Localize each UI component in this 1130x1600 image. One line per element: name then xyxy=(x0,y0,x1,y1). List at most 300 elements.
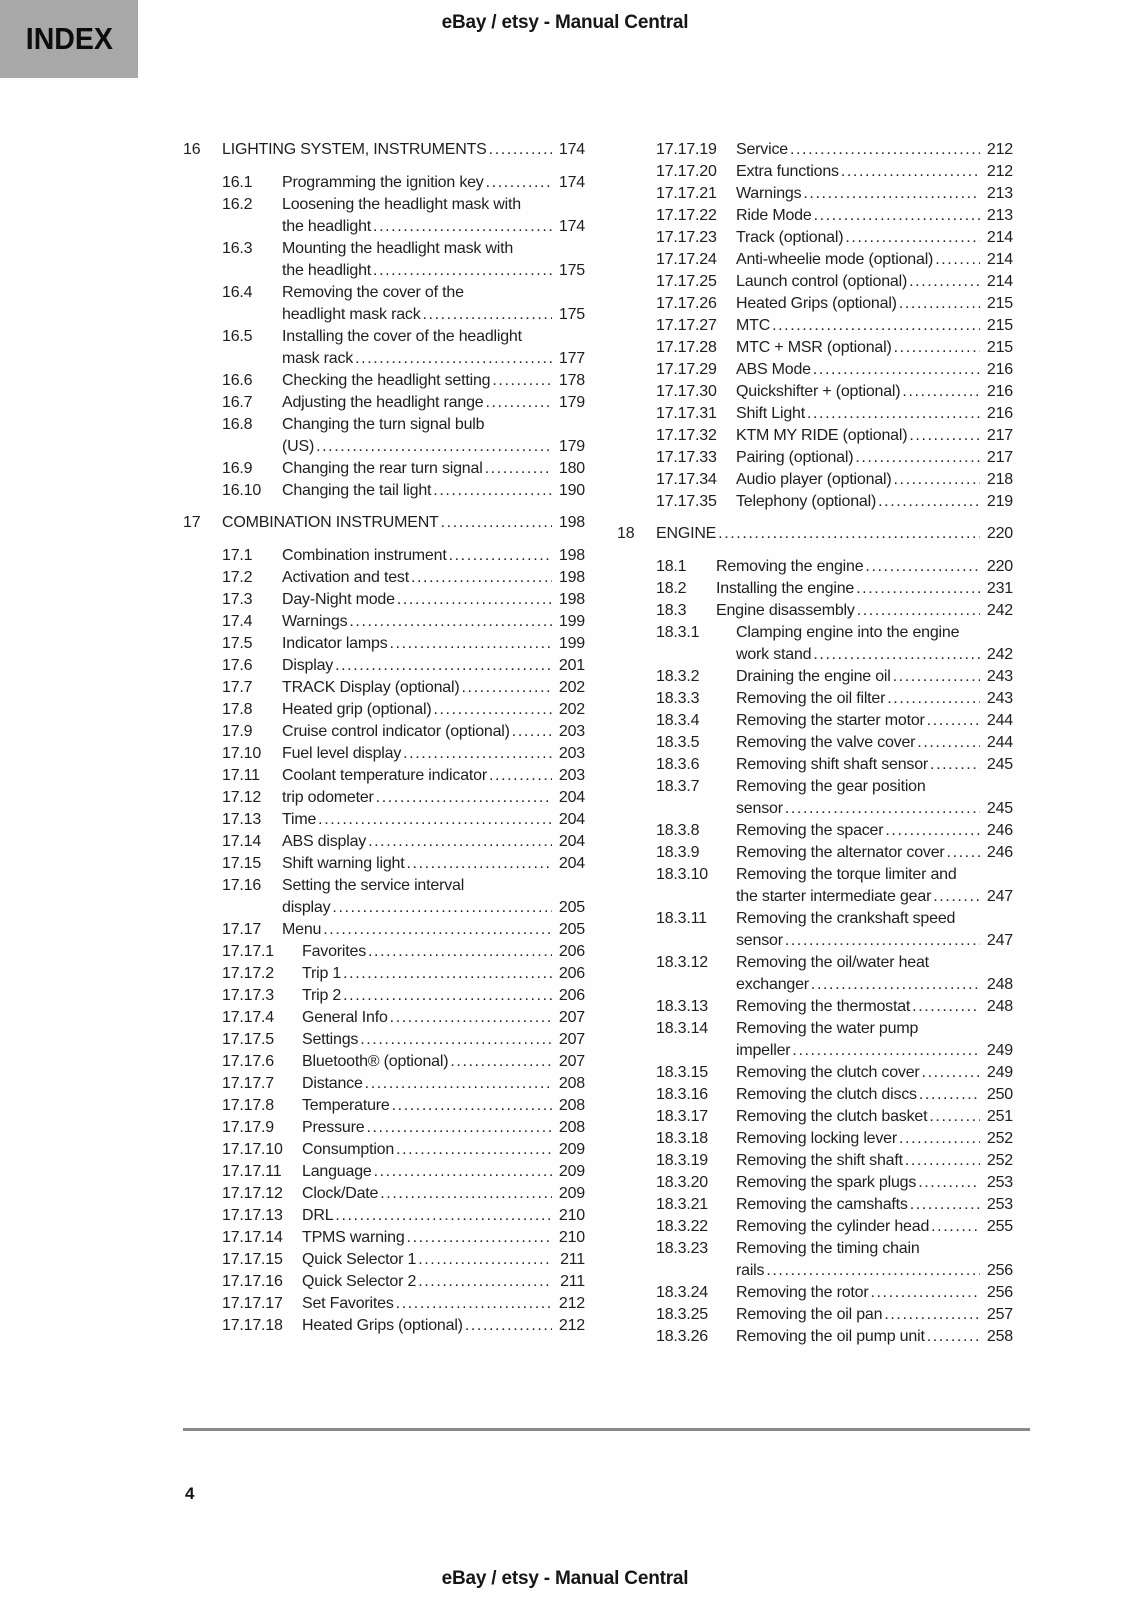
entry-body xyxy=(736,183,1013,205)
toc-row xyxy=(183,1117,585,1139)
entry-body xyxy=(736,1282,1013,1304)
dot-leader xyxy=(450,1051,552,1073)
entry-number: 17.17 xyxy=(222,921,262,938)
entry-title: Removing the shift shaft xyxy=(736,1152,903,1169)
dot-leader xyxy=(893,666,980,688)
toc-row xyxy=(617,1172,1013,1194)
entry-body xyxy=(302,1095,585,1117)
entry-title: the headlight xyxy=(282,218,372,235)
page-ref: 198 xyxy=(558,547,585,564)
page-ref: 216 xyxy=(986,405,1013,422)
entry-body xyxy=(736,271,1013,293)
toc-row xyxy=(617,1084,1013,1106)
entry-body xyxy=(282,480,585,502)
entry-body xyxy=(282,414,585,458)
entry-number: 17.4 xyxy=(222,613,253,630)
entry-title: General Info xyxy=(302,1009,388,1026)
entry-body xyxy=(716,600,1013,622)
entry-body xyxy=(282,194,585,238)
dot-leader xyxy=(418,1249,552,1271)
entry-number: 17.1 xyxy=(222,547,253,564)
entry-number: 18.3.2 xyxy=(656,668,700,685)
entry-number: 17.16 xyxy=(222,877,262,894)
entry-body xyxy=(736,952,1013,996)
entry-body xyxy=(282,787,585,809)
entry-title: Removing the thermostat xyxy=(736,998,911,1015)
entry-title-line1: Removing the cover of the xyxy=(282,284,464,301)
entry-title: Removing the clutch cover xyxy=(736,1064,920,1081)
toc-row xyxy=(617,666,1013,688)
entry-body xyxy=(736,315,1013,337)
entry-body xyxy=(736,732,1013,754)
entry-number: 18.3.8 xyxy=(656,822,700,839)
entry-body xyxy=(302,1139,585,1161)
page-ref: 206 xyxy=(558,943,585,960)
dot-leader xyxy=(885,820,980,842)
toc-row xyxy=(617,523,1013,545)
page-ref: 252 xyxy=(986,1152,1013,1169)
dot-leader xyxy=(803,183,980,205)
footer-title: eBay / etsy - Manual Central xyxy=(441,1568,689,1589)
entry-title: TRACK Display (optional) xyxy=(282,679,460,696)
entry-body xyxy=(302,1161,585,1183)
entry-title: Heated grip (optional) xyxy=(282,701,432,718)
entry-body xyxy=(302,1271,585,1293)
toc-row xyxy=(183,414,585,458)
toc-row xyxy=(183,611,585,633)
dot-leader xyxy=(884,1304,980,1326)
entry-title: LIGHTING SYSTEM, INSTRUMENTS xyxy=(222,141,487,158)
entry-body xyxy=(282,853,585,875)
entry-title: Cruise control indicator (optional) xyxy=(282,723,510,740)
dot-leader xyxy=(343,963,552,985)
toc-row xyxy=(183,1139,585,1161)
dot-leader xyxy=(910,1194,980,1216)
entry-body xyxy=(282,326,585,370)
entry-body xyxy=(302,985,585,1007)
entry-number: 17.17.18 xyxy=(222,1317,283,1334)
entry-number: 17.17.28 xyxy=(656,339,717,356)
entry-number: 17.17.35 xyxy=(656,493,717,510)
entry-body xyxy=(716,556,1013,578)
entry-body xyxy=(302,1249,585,1271)
page-ref: 248 xyxy=(986,998,1013,1015)
entry-title: COMBINATION INSTRUMENT xyxy=(222,514,439,531)
dot-leader xyxy=(813,359,980,381)
entry-title: Engine disassembly xyxy=(716,602,855,619)
entry-number: 18.3.6 xyxy=(656,756,700,773)
dot-leader xyxy=(772,315,980,337)
dot-leader xyxy=(485,458,552,480)
dot-leader xyxy=(887,688,980,710)
toc-row xyxy=(617,776,1013,820)
dot-leader xyxy=(933,886,980,908)
entry-title: Extra functions xyxy=(736,163,839,180)
toc-row xyxy=(183,809,585,831)
dot-leader xyxy=(376,787,552,809)
entry-number: 18.1 xyxy=(656,558,687,575)
page-ref: 174 xyxy=(558,174,585,191)
entry-body xyxy=(302,1029,585,1051)
entry-body xyxy=(736,469,1013,491)
entry-title: Fuel level display xyxy=(282,745,402,762)
entry-title-line1: Loosening the headlight mask with xyxy=(282,196,521,213)
entry-body xyxy=(282,919,585,941)
page-ref: 253 xyxy=(986,1174,1013,1191)
toc-row xyxy=(183,655,585,677)
entry-title: Clock/Date xyxy=(302,1185,379,1202)
page-ref: 217 xyxy=(986,449,1013,466)
entry-body xyxy=(282,721,585,743)
entry-number: 18.2 xyxy=(656,580,687,597)
entry-title: Programming the ignition key xyxy=(282,174,484,191)
toc-row xyxy=(617,556,1013,578)
entry-number: 17.17.12 xyxy=(222,1185,283,1202)
dot-leader xyxy=(368,941,552,963)
toc-row xyxy=(617,139,1013,161)
entry-number: 18.3.11 xyxy=(656,910,707,927)
entry-title: Language xyxy=(302,1163,372,1180)
entry-title: Anti-wheelie mode (optional) xyxy=(736,251,934,268)
entry-title-line1: Installing the cover of the headlight xyxy=(282,328,522,345)
entry-title: Checking the headlight setting xyxy=(282,372,491,389)
toc-row xyxy=(617,381,1013,403)
dot-leader xyxy=(929,1106,980,1128)
toc-row xyxy=(617,864,1013,908)
dot-leader xyxy=(433,480,552,502)
entry-body xyxy=(282,655,585,677)
entry-title: Display xyxy=(282,657,334,674)
toc-row xyxy=(617,183,1013,205)
toc-row xyxy=(183,1007,585,1029)
entry-body xyxy=(282,831,585,853)
page-ref: 210 xyxy=(558,1229,585,1246)
toc-row xyxy=(183,765,585,787)
page-ref: 203 xyxy=(558,723,585,740)
entry-body xyxy=(282,743,585,765)
toc-column-left xyxy=(183,139,585,1348)
page-ref: 208 xyxy=(558,1075,585,1092)
toc-row xyxy=(617,1128,1013,1150)
toc-row xyxy=(183,567,585,589)
entry-number: 16.2 xyxy=(222,196,253,213)
entry-title: work stand xyxy=(736,646,812,663)
entry-number: 17.14 xyxy=(222,833,262,850)
entry-body xyxy=(736,205,1013,227)
entry-number: 16.10 xyxy=(222,482,262,499)
entry-number: 17.12 xyxy=(222,789,262,806)
entry-body xyxy=(302,1293,585,1315)
page-ref: 206 xyxy=(558,965,585,982)
entry-number: 16 xyxy=(183,141,201,158)
entry-title: impeller xyxy=(736,1042,791,1059)
toc-row xyxy=(617,578,1013,600)
entry-number: 16.6 xyxy=(222,372,253,389)
dot-leader xyxy=(396,1293,552,1315)
toc-row xyxy=(183,326,585,370)
entry-number: 17.17.32 xyxy=(656,427,717,444)
entry-number: 17.17.2 xyxy=(222,965,274,982)
entry-number: 18.3.16 xyxy=(656,1086,708,1103)
entry-title: MTC xyxy=(736,317,771,334)
dot-leader xyxy=(489,139,552,161)
dot-leader xyxy=(857,600,980,622)
page-ref: 209 xyxy=(558,1185,585,1202)
toc-row xyxy=(183,1073,585,1095)
dot-leader xyxy=(870,1282,980,1304)
dot-leader xyxy=(845,227,980,249)
entry-title: Removing the engine xyxy=(716,558,864,575)
entry-body xyxy=(736,1238,1013,1282)
toc-row xyxy=(617,732,1013,754)
entry-title: Coolant temperature indicator xyxy=(282,767,487,784)
entry-body xyxy=(736,403,1013,425)
page-ref: 204 xyxy=(558,789,585,806)
entry-body xyxy=(302,963,585,985)
dot-leader xyxy=(807,403,980,425)
toc-row xyxy=(617,1304,1013,1326)
toc-row xyxy=(183,172,585,194)
entry-number: 18.3.9 xyxy=(656,844,700,861)
entry-body xyxy=(282,633,585,655)
entry-title: Favorites xyxy=(302,943,366,960)
entry-body xyxy=(736,1062,1013,1084)
entry-number: 17.17.27 xyxy=(656,317,717,334)
entry-body xyxy=(302,1227,585,1249)
dot-leader xyxy=(366,1117,552,1139)
entry-title: headlight mask rack xyxy=(282,306,421,323)
entry-title: Quick Selector 2 xyxy=(302,1273,417,1290)
entry-title: Removing the clutch basket xyxy=(736,1108,928,1125)
entry-body xyxy=(302,1205,585,1227)
toc-row xyxy=(183,963,585,985)
dot-leader xyxy=(785,930,980,952)
page-ref: 206 xyxy=(558,987,585,1004)
entry-title: Day-Night mode xyxy=(282,591,395,608)
entry-number: 18.3 xyxy=(656,602,687,619)
entry-number: 17.17.34 xyxy=(656,471,717,488)
entry-body xyxy=(302,1051,585,1073)
toc-row xyxy=(183,875,585,919)
page-ref: 202 xyxy=(558,679,585,696)
entry-body xyxy=(736,688,1013,710)
entry-title: Removing the starter motor xyxy=(736,712,925,729)
entry-body xyxy=(302,1315,585,1337)
entry-body xyxy=(736,842,1013,864)
dot-leader xyxy=(486,172,552,194)
entry-number: 18.3.26 xyxy=(656,1328,708,1345)
dot-leader xyxy=(935,249,980,271)
entry-number: 18.3.17 xyxy=(656,1108,708,1125)
entry-number: 16.9 xyxy=(222,460,253,477)
dot-leader xyxy=(355,348,552,370)
entry-number: 17.8 xyxy=(222,701,253,718)
entry-title: ENGINE xyxy=(656,525,717,542)
entry-title: Removing the valve cover xyxy=(736,734,916,751)
page-ref: 212 xyxy=(986,141,1013,158)
entry-number: 18.3.22 xyxy=(656,1218,708,1235)
dot-leader xyxy=(335,655,552,677)
entry-title: Removing the camshafts xyxy=(736,1196,908,1213)
toc-row xyxy=(183,1183,585,1205)
entry-number: 17.17.22 xyxy=(656,207,717,224)
entry-title: Shift warning light xyxy=(282,855,405,872)
dot-leader xyxy=(512,721,552,743)
toc-row xyxy=(183,941,585,963)
entry-number: 17.17.31 xyxy=(656,405,717,422)
entry-title: sensor xyxy=(736,932,783,949)
entry-body xyxy=(736,908,1013,952)
page-ref: 245 xyxy=(986,800,1013,817)
entry-body xyxy=(736,161,1013,183)
dot-leader xyxy=(373,260,552,282)
toc-row xyxy=(183,831,585,853)
entry-title: trip odometer xyxy=(282,789,374,806)
entry-number: 18.3.12 xyxy=(656,954,708,971)
toc-row xyxy=(617,161,1013,183)
page-ref: 253 xyxy=(986,1196,1013,1213)
entry-title: Combination instrument xyxy=(282,547,447,564)
dot-leader xyxy=(878,491,980,513)
entry-body xyxy=(736,359,1013,381)
page-ref: 256 xyxy=(986,1284,1013,1301)
dot-leader xyxy=(894,469,981,491)
dot-leader xyxy=(461,677,552,699)
entry-number: 18.3.3 xyxy=(656,690,700,707)
dot-leader xyxy=(811,974,980,996)
page-ref: 205 xyxy=(558,899,585,916)
entry-body xyxy=(736,776,1013,820)
entry-title: Quickshifter + (optional) xyxy=(736,383,901,400)
entry-body xyxy=(736,1304,1013,1326)
entry-title: ABS display xyxy=(282,833,367,850)
entry-number: 17 xyxy=(183,514,201,531)
entry-body xyxy=(736,1084,1013,1106)
page-ref: 204 xyxy=(558,833,585,850)
page-ref: 220 xyxy=(986,558,1013,575)
entry-number: 16.4 xyxy=(222,284,253,301)
entry-body xyxy=(282,589,585,611)
dot-leader xyxy=(465,1315,552,1337)
toc-row xyxy=(617,842,1013,864)
toc-row xyxy=(617,205,1013,227)
page-ref: 256 xyxy=(986,1262,1013,1279)
toc-row xyxy=(183,512,585,534)
entry-number: 17.17.21 xyxy=(656,185,717,202)
entry-number: 18 xyxy=(617,525,635,542)
entry-number: 18.3.19 xyxy=(656,1152,708,1169)
page-ref: 175 xyxy=(558,306,585,323)
entry-number: 17.17.29 xyxy=(656,361,717,378)
entry-number: 17.17.6 xyxy=(222,1053,274,1070)
entry-title-line1: Removing the water pump xyxy=(736,1020,919,1037)
entry-title: KTM MY RIDE (optional) xyxy=(736,427,908,444)
page-ref: 244 xyxy=(986,712,1013,729)
entry-body xyxy=(282,238,585,282)
entry-title: Removing the oil pump unit xyxy=(736,1328,925,1345)
toc-row xyxy=(617,227,1013,249)
page-ref: 175 xyxy=(558,262,585,279)
entry-number: 18.3.10 xyxy=(656,866,708,883)
page-ref: 215 xyxy=(986,295,1013,312)
toc-row xyxy=(617,1194,1013,1216)
table-of-contents xyxy=(183,139,1013,1348)
toc-row xyxy=(183,633,585,655)
entry-number: 18.3.20 xyxy=(656,1174,708,1191)
entry-body xyxy=(716,578,1013,600)
dot-leader xyxy=(841,161,980,183)
toc-row xyxy=(617,359,1013,381)
header-title: eBay / etsy - Manual Central xyxy=(441,12,689,33)
dot-leader xyxy=(927,1326,980,1348)
page-ref: 247 xyxy=(986,932,1013,949)
toc-row xyxy=(183,1161,585,1183)
entry-number: 17.3 xyxy=(222,591,253,608)
entry-title-line1: Removing the gear position xyxy=(736,778,926,795)
dot-leader xyxy=(441,512,552,534)
toc-row xyxy=(617,403,1013,425)
page-ref: 218 xyxy=(986,471,1013,488)
toc-row xyxy=(183,1249,585,1271)
entry-number: 18.3.23 xyxy=(656,1240,708,1257)
entry-title: mask rack xyxy=(282,350,354,367)
entry-body xyxy=(736,1326,1013,1348)
entry-title: Distance xyxy=(302,1075,363,1092)
entry-body xyxy=(282,282,585,326)
entry-number: 16.8 xyxy=(222,416,253,433)
entry-title: Warnings xyxy=(282,613,348,630)
dot-leader xyxy=(927,710,980,732)
page-ref: 179 xyxy=(558,394,585,411)
entry-number: 17.17.19 xyxy=(656,141,717,158)
entry-title: sensor xyxy=(736,800,783,817)
entry-number: 17.10 xyxy=(222,745,262,762)
entry-title: Removing the oil pan xyxy=(736,1306,883,1323)
page-ref: 216 xyxy=(986,383,1013,400)
dot-leader xyxy=(360,1029,552,1051)
page-ref: 204 xyxy=(558,855,585,872)
dot-leader xyxy=(323,919,552,941)
page-ref: 178 xyxy=(558,372,585,389)
entry-body xyxy=(282,545,585,567)
dot-leader xyxy=(909,425,980,447)
dot-leader xyxy=(316,436,552,458)
entry-title: Adjusting the headlight range xyxy=(282,394,484,411)
entry-title-line1: Removing the crankshaft speed xyxy=(736,910,956,927)
entry-number: 16.3 xyxy=(222,240,253,257)
toc-row xyxy=(183,1315,585,1337)
page-ref: 190 xyxy=(558,482,585,499)
dot-leader xyxy=(902,381,980,403)
dot-leader xyxy=(814,205,980,227)
dot-leader xyxy=(718,523,980,545)
entry-title: Consumption xyxy=(302,1141,395,1158)
page-ref: 255 xyxy=(986,1218,1013,1235)
entry-title: (US) xyxy=(282,438,315,455)
toc-row xyxy=(183,1029,585,1051)
entry-title: TPMS warning xyxy=(302,1229,405,1246)
entry-body xyxy=(736,1172,1013,1194)
entry-title-line1: Removing the torque limiter and xyxy=(736,866,957,883)
page-ref: 212 xyxy=(558,1317,585,1334)
toc-row xyxy=(183,370,585,392)
entry-title: Trip 2 xyxy=(302,987,342,1004)
dot-leader xyxy=(390,1007,552,1029)
toc-row xyxy=(617,249,1013,271)
entry-title: Trip 1 xyxy=(302,965,342,982)
entry-title: ABS Mode xyxy=(736,361,811,378)
toc-row xyxy=(183,985,585,1007)
